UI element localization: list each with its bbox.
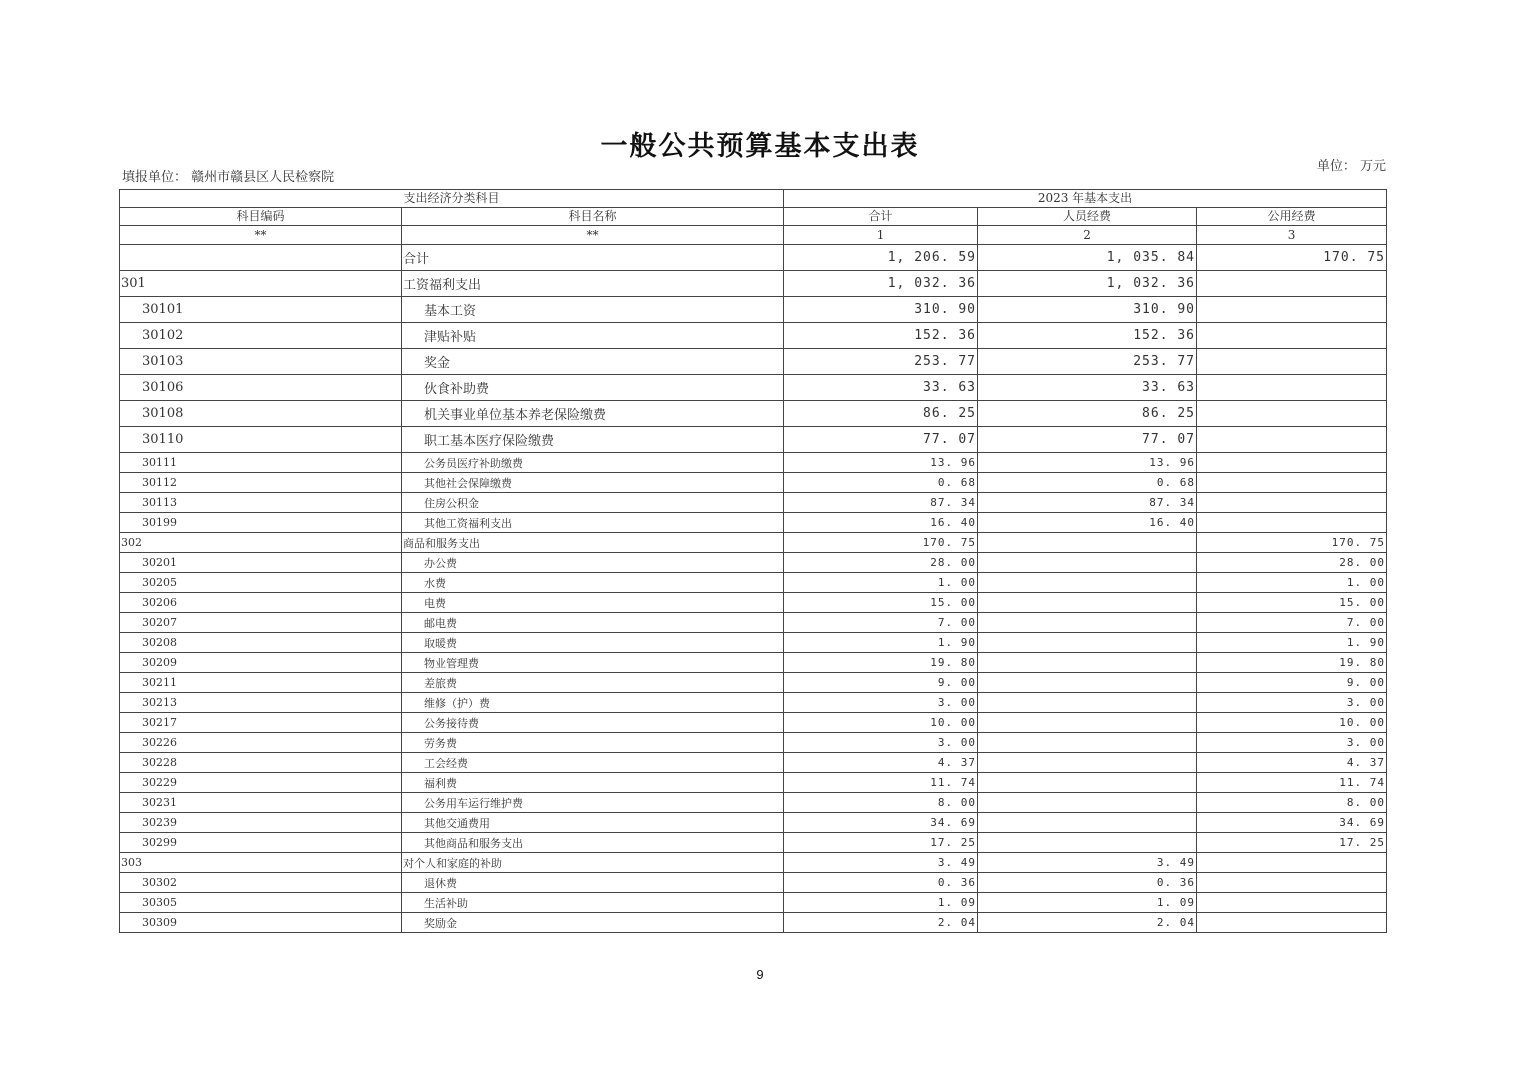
cell-personnel [978, 753, 1197, 773]
cell-personnel: 0. 36 [978, 873, 1197, 893]
cell-name: 生活补助 [402, 893, 784, 913]
cell-name: 工资福利支出 [402, 271, 784, 297]
cell-total: 9. 00 [784, 673, 978, 693]
cell-personnel [978, 813, 1197, 833]
cell-name: 奖励金 [402, 913, 784, 933]
cell-personnel [978, 793, 1197, 813]
cell-code: 30206 [120, 593, 402, 613]
cell-name: 公务员医疗补助缴费 [402, 453, 784, 473]
cell-personnel [978, 573, 1197, 593]
table-row [120, 593, 1387, 613]
column-index-public: 3 [1197, 226, 1387, 245]
cell-total: 3. 49 [784, 853, 978, 873]
cell-personnel: 310. 90 [978, 297, 1197, 323]
cell-code: 30106 [120, 375, 402, 401]
table-row [120, 653, 1387, 673]
cell-code: 30229 [120, 773, 402, 793]
cell-total: 4. 37 [784, 753, 978, 773]
cell-personnel: 1, 032. 36 [978, 271, 1197, 297]
cell-code: 30305 [120, 893, 402, 913]
cell-public: 17. 25 [1197, 833, 1387, 853]
table-row [120, 401, 1387, 427]
table-row [120, 513, 1387, 533]
page-number: 9 [756, 967, 764, 982]
cell-personnel [978, 553, 1197, 573]
cell-public: 11. 74 [1197, 773, 1387, 793]
cell-total: 77. 07 [784, 427, 978, 453]
cell-total: 34. 69 [784, 813, 978, 833]
cell-total: 1, 032. 36 [784, 271, 978, 297]
cell-public: 1. 90 [1197, 633, 1387, 653]
cell-name: 商品和服务支出 [402, 533, 784, 553]
cell-total: 1. 09 [784, 893, 978, 913]
table-row [120, 893, 1387, 913]
reporting-unit: 填报单位： 赣州市赣县区人民检察院 [122, 170, 335, 185]
cell-code: 30213 [120, 693, 402, 713]
table-row [120, 533, 1387, 553]
cell-total: 28. 00 [784, 553, 978, 573]
table-row [120, 375, 1387, 401]
table-row [120, 297, 1387, 323]
cell-total: 310. 90 [784, 297, 978, 323]
cell-public [1197, 853, 1387, 873]
cell-code: 30211 [120, 673, 402, 693]
cell-name: 住房公积金 [402, 493, 784, 513]
table-row [120, 573, 1387, 593]
table-row [120, 913, 1387, 933]
column-header-code: 科目编码 [120, 208, 402, 226]
cell-public: 4. 37 [1197, 753, 1387, 773]
table-row [120, 633, 1387, 653]
cell-name: 邮电费 [402, 613, 784, 633]
cell-public [1197, 427, 1387, 453]
cell-personnel [978, 633, 1197, 653]
cell-name: 福利费 [402, 773, 784, 793]
table-row [120, 271, 1387, 297]
cell-code: 30111 [120, 453, 402, 473]
cell-code: 30299 [120, 833, 402, 853]
table-row [120, 873, 1387, 893]
cell-name: 基本工资 [402, 297, 784, 323]
table-row [120, 323, 1387, 349]
cell-public [1197, 493, 1387, 513]
cell-public: 10. 00 [1197, 713, 1387, 733]
cell-public: 170. 75 [1197, 245, 1387, 271]
cell-code: 30207 [120, 613, 402, 633]
cell-personnel: 1, 035. 84 [978, 245, 1197, 271]
cell-code: 30231 [120, 793, 402, 813]
cell-total: 7. 00 [784, 613, 978, 633]
table-row [120, 493, 1387, 513]
cell-name: 差旅费 [402, 673, 784, 693]
table-body [120, 245, 1387, 933]
cell-code: 302 [120, 533, 402, 553]
cell-code: 30228 [120, 753, 402, 773]
cell-public [1197, 375, 1387, 401]
column-header-personnel: 人员经费 [978, 208, 1197, 226]
cell-personnel: 253. 77 [978, 349, 1197, 375]
cell-name: 伙食补助费 [402, 375, 784, 401]
cell-public [1197, 297, 1387, 323]
cell-personnel: 1. 09 [978, 893, 1197, 913]
cell-total: 11. 74 [784, 773, 978, 793]
cell-name: 取暖费 [402, 633, 784, 653]
cell-public: 1. 00 [1197, 573, 1387, 593]
cell-public [1197, 323, 1387, 349]
cell-public [1197, 271, 1387, 297]
cell-name: 其他商品和服务支出 [402, 833, 784, 853]
cell-personnel: 87. 34 [978, 493, 1197, 513]
cell-name: 机关事业单位基本养老保险缴费 [402, 401, 784, 427]
column-index-code: ** [120, 226, 402, 245]
cell-personnel: 16. 40 [978, 513, 1197, 533]
cell-name: 物业管理费 [402, 653, 784, 673]
table-row [120, 773, 1387, 793]
cell-name: 其他社会保障缴费 [402, 473, 784, 493]
cell-total: 2. 04 [784, 913, 978, 933]
cell-total: 8. 00 [784, 793, 978, 813]
cell-total: 1, 206. 59 [784, 245, 978, 271]
cell-personnel: 3. 49 [978, 853, 1197, 873]
cell-personnel [978, 533, 1197, 553]
budget-table [119, 189, 1387, 933]
currency-unit: 单位： 万元 [1316, 159, 1386, 174]
table-row [120, 613, 1387, 633]
cell-personnel [978, 773, 1197, 793]
cell-total: 3. 00 [784, 693, 978, 713]
table-row [120, 713, 1387, 733]
cell-code: 30112 [120, 473, 402, 493]
cell-public [1197, 349, 1387, 375]
cell-total: 13. 96 [784, 453, 978, 473]
cell-public [1197, 873, 1387, 893]
page-title: 一般公共预算基本支出表 [600, 131, 920, 162]
cell-name: 其他交通费用 [402, 813, 784, 833]
cell-total: 0. 36 [784, 873, 978, 893]
cell-name: 公务用车运行维护费 [402, 793, 784, 813]
cell-total: 87. 34 [784, 493, 978, 513]
column-header-public: 公用经费 [1197, 208, 1387, 226]
column-index-personnel: 2 [978, 226, 1197, 245]
table-row [120, 245, 1387, 271]
column-header-total: 合计 [784, 208, 978, 226]
cell-personnel [978, 613, 1197, 633]
cell-public: 7. 00 [1197, 613, 1387, 633]
cell-name: 其他工资福利支出 [402, 513, 784, 533]
cell-code: 30302 [120, 873, 402, 893]
cell-code: 30108 [120, 401, 402, 427]
header-group-economic-classification: 支出经济分类科目 [120, 190, 784, 208]
cell-code: 30110 [120, 427, 402, 453]
cell-public: 9. 00 [1197, 673, 1387, 693]
cell-code: 303 [120, 853, 402, 873]
table-row [120, 733, 1387, 753]
table-row [120, 693, 1387, 713]
cell-name: 维修（护）费 [402, 693, 784, 713]
cell-public: 8. 00 [1197, 793, 1387, 813]
cell-code: 30102 [120, 323, 402, 349]
cell-public [1197, 513, 1387, 533]
cell-code: 30201 [120, 553, 402, 573]
column-header-name: 科目名称 [402, 208, 784, 226]
cell-public: 170. 75 [1197, 533, 1387, 553]
cell-code: 30239 [120, 813, 402, 833]
column-index-name: ** [402, 226, 784, 245]
cell-total: 1. 90 [784, 633, 978, 653]
cell-personnel [978, 593, 1197, 613]
cell-name: 职工基本医疗保险缴费 [402, 427, 784, 453]
cell-total: 152. 36 [784, 323, 978, 349]
cell-personnel: 33. 63 [978, 375, 1197, 401]
cell-personnel: 152. 36 [978, 323, 1197, 349]
cell-public [1197, 473, 1387, 493]
cell-code: 30205 [120, 573, 402, 593]
cell-personnel [978, 733, 1197, 753]
cell-personnel [978, 673, 1197, 693]
cell-total: 170. 75 [784, 533, 978, 553]
cell-code: 30103 [120, 349, 402, 375]
cell-name: 合计 [402, 245, 784, 271]
cell-total: 17. 25 [784, 833, 978, 853]
cell-personnel [978, 693, 1197, 713]
cell-total: 16. 40 [784, 513, 978, 533]
cell-name: 津贴补贴 [402, 323, 784, 349]
table-row [120, 833, 1387, 853]
cell-personnel: 2. 04 [978, 913, 1197, 933]
cell-total: 0. 68 [784, 473, 978, 493]
table-row [120, 427, 1387, 453]
cell-code: 30199 [120, 513, 402, 533]
cell-name: 公务接待费 [402, 713, 784, 733]
cell-code: 30101 [120, 297, 402, 323]
cell-public: 19. 80 [1197, 653, 1387, 673]
cell-code: 301 [120, 271, 402, 297]
cell-code: 30309 [120, 913, 402, 933]
cell-code: 30209 [120, 653, 402, 673]
cell-name: 对个人和家庭的补助 [402, 853, 784, 873]
cell-total: 15. 00 [784, 593, 978, 613]
cell-total: 86. 25 [784, 401, 978, 427]
table-row [120, 673, 1387, 693]
cell-total: 10. 00 [784, 713, 978, 733]
cell-total: 253. 77 [784, 349, 978, 375]
cell-name: 奖金 [402, 349, 784, 375]
cell-personnel: 77. 07 [978, 427, 1197, 453]
cell-name: 水费 [402, 573, 784, 593]
cell-name: 电费 [402, 593, 784, 613]
cell-personnel: 86. 25 [978, 401, 1197, 427]
table-row [120, 793, 1387, 813]
cell-public [1197, 893, 1387, 913]
cell-personnel: 13. 96 [978, 453, 1197, 473]
cell-personnel [978, 653, 1197, 673]
table-row [120, 453, 1387, 473]
cell-personnel [978, 713, 1197, 733]
cell-personnel [978, 833, 1197, 853]
cell-public: 15. 00 [1197, 593, 1387, 613]
cell-public: 34. 69 [1197, 813, 1387, 833]
cell-name: 办公费 [402, 553, 784, 573]
cell-code [120, 245, 402, 271]
cell-total: 3. 00 [784, 733, 978, 753]
cell-public: 28. 00 [1197, 553, 1387, 573]
table-row [120, 813, 1387, 833]
cell-personnel: 0. 68 [978, 473, 1197, 493]
cell-public: 3. 00 [1197, 733, 1387, 753]
table-row [120, 349, 1387, 375]
cell-total: 33. 63 [784, 375, 978, 401]
cell-public: 3. 00 [1197, 693, 1387, 713]
cell-public [1197, 401, 1387, 427]
cell-name: 工会经费 [402, 753, 784, 773]
cell-code: 30208 [120, 633, 402, 653]
table-row [120, 473, 1387, 493]
header-group-basic-expenditure: 2023 年基本支出 [784, 190, 1387, 208]
cell-code: 30217 [120, 713, 402, 733]
cell-public [1197, 913, 1387, 933]
cell-public [1197, 453, 1387, 473]
cell-name: 劳务费 [402, 733, 784, 753]
cell-code: 30226 [120, 733, 402, 753]
table-row [120, 853, 1387, 873]
cell-total: 19. 80 [784, 653, 978, 673]
table-row [120, 553, 1387, 573]
table-row [120, 753, 1387, 773]
column-index-total: 1 [784, 226, 978, 245]
cell-code: 30113 [120, 493, 402, 513]
cell-name: 退休费 [402, 873, 784, 893]
cell-total: 1. 00 [784, 573, 978, 593]
